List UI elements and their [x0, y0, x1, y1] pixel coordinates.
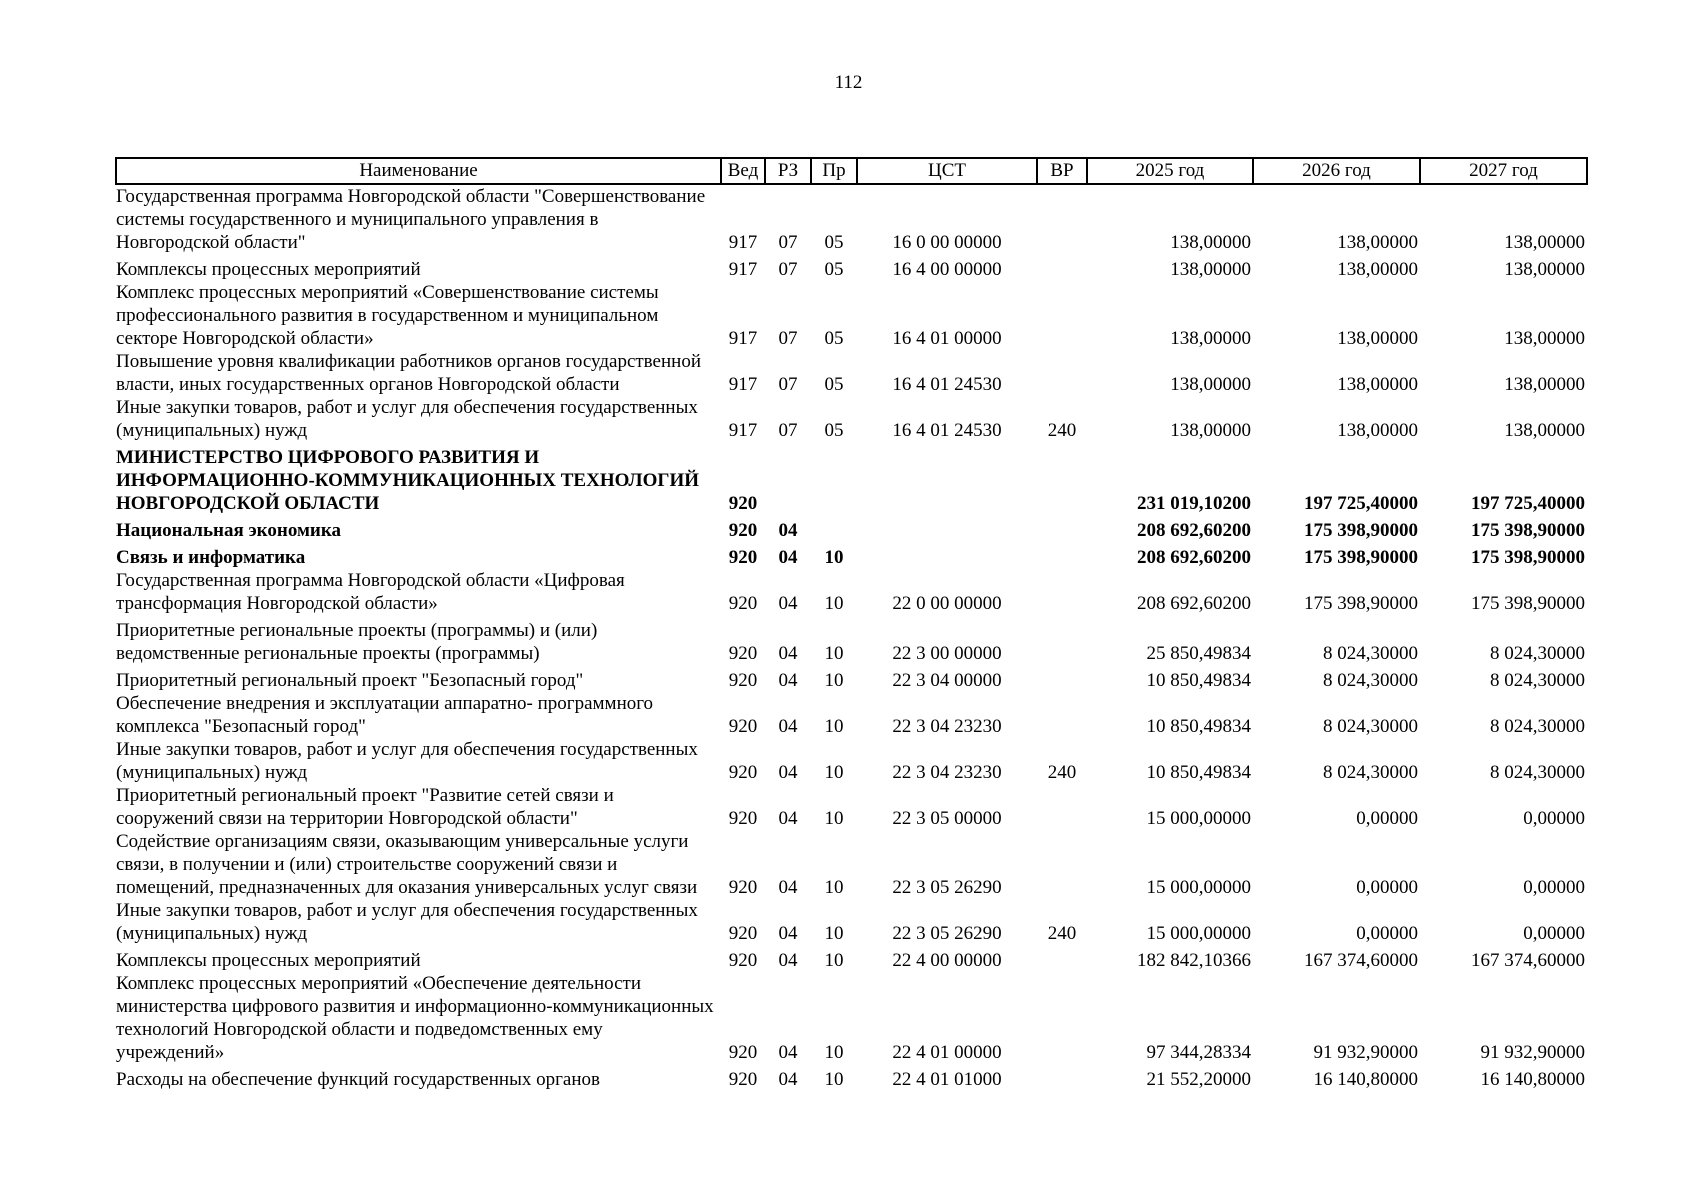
row-2026: 175 398,90000	[1304, 520, 1418, 541]
table-row	[116, 899, 1587, 949]
row-cst: 22 3 05 00000	[892, 808, 1002, 829]
row-rz: 04	[778, 1042, 798, 1063]
row-name: Комплекс процессных мероприятий «Обеспечение деятельности министерства цифрового развития и информационно-коммуникационных технологий Новгородской области и подведомственных ему учреждений»	[116, 973, 714, 1063]
row-name: Комплексы процессных мероприятий	[116, 950, 421, 971]
row-2027: 138,00000	[1504, 420, 1585, 441]
table-row	[116, 830, 1587, 899]
row-2027: 138,00000	[1504, 232, 1585, 253]
row-rz: 04	[778, 1069, 798, 1090]
table-row	[116, 350, 1587, 396]
row-vr: 240	[1047, 762, 1077, 783]
row-2026: 138,00000	[1337, 259, 1418, 280]
row-2026: 138,00000	[1337, 374, 1418, 395]
row-name: Приоритетные региональные проекты (программы) и (или) ведомственные региональные проекты (программы)	[116, 620, 598, 664]
row-rz: 04	[778, 923, 798, 944]
row-rz: 04	[778, 762, 798, 783]
row-2025: 138,00000	[1170, 328, 1251, 349]
row-2027: 0,00000	[1523, 877, 1585, 898]
row-ved: 917	[728, 259, 758, 280]
row-2027: 0,00000	[1523, 923, 1585, 944]
row-2026: 167 374,60000	[1304, 950, 1418, 971]
row-name: Обеспечение внедрения и эксплуатации аппаратно- программного комплекса "Безопасный город"	[116, 693, 654, 737]
header-ved: Вед	[721, 158, 765, 184]
row-cst: 22 3 05 26290	[892, 877, 1002, 898]
row-name: Приоритетный региональный проект "Развитие сетей связи и сооружений связи на территории Новгородской области"	[116, 785, 614, 829]
row-ved: 920	[728, 593, 758, 614]
row-ved: 920	[728, 877, 758, 898]
row-cst: 16 4 00 00000	[892, 259, 1002, 280]
row-2027: 138,00000	[1504, 374, 1585, 395]
row-vr	[1037, 1068, 1087, 1091]
row-ved: 917	[728, 420, 758, 441]
table-row	[116, 396, 1587, 446]
row-cst: 16 4 01 24530	[892, 420, 1002, 441]
row-2027: 138,00000	[1504, 328, 1585, 349]
row-vr	[1037, 546, 1087, 569]
row-name: Содействие организациям связи, оказывающим универсальные услуги связи, в получении и (или) строительстве сооружений связи и помещений, предназначенных для оказания универсальных услуг связи	[116, 831, 698, 898]
row-2025: 10 850,49834	[1146, 670, 1251, 691]
row-2026: 138,00000	[1337, 232, 1418, 253]
row-cst	[857, 546, 1037, 569]
table-row	[116, 949, 1587, 972]
row-name: Комплексы процессных мероприятий	[116, 259, 421, 280]
row-2027: 175 398,90000	[1471, 520, 1585, 541]
header-2027: 2027 год	[1420, 158, 1587, 184]
header-2025: 2025 год	[1087, 158, 1253, 184]
row-2027: 8 024,30000	[1490, 716, 1585, 737]
row-ved: 920	[728, 643, 758, 664]
row-2026: 197 725,40000	[1304, 493, 1418, 514]
table-row	[116, 569, 1587, 619]
row-2025: 208 692,60200	[1137, 520, 1251, 541]
row-pr	[811, 519, 857, 546]
row-2026: 8 024,30000	[1323, 643, 1418, 664]
row-rz: 07	[778, 374, 798, 395]
row-cst: 22 4 00 00000	[892, 950, 1002, 971]
row-2027: 8 024,30000	[1490, 670, 1585, 691]
row-ved: 917	[728, 328, 758, 349]
table-header-row	[116, 158, 1587, 184]
row-vr: 240	[1047, 420, 1077, 441]
row-ved: 917	[728, 374, 758, 395]
row-pr: 10	[824, 547, 844, 568]
row-rz: 04	[778, 643, 798, 664]
row-vr	[1037, 949, 1087, 972]
row-pr: 05	[824, 328, 844, 349]
row-2025: 231 019,10200	[1137, 493, 1251, 514]
row-name: Расходы на обеспечение функций государственных органов	[116, 1069, 600, 1090]
row-ved: 920	[728, 923, 758, 944]
row-cst: 22 3 00 00000	[892, 643, 1002, 664]
row-pr: 10	[824, 923, 844, 944]
row-rz: 07	[778, 259, 798, 280]
table-row	[116, 546, 1587, 569]
table-row	[116, 446, 1587, 519]
row-ved: 920	[728, 808, 758, 829]
row-2026: 175 398,90000	[1304, 593, 1418, 614]
row-2025: 25 850,49834	[1146, 643, 1251, 664]
row-rz: 04	[778, 808, 798, 829]
row-2025: 208 692,60200	[1137, 547, 1251, 568]
row-2026: 138,00000	[1337, 328, 1418, 349]
header-vr: ВР	[1037, 158, 1087, 184]
row-pr: 10	[824, 1069, 844, 1090]
table-row	[116, 692, 1587, 738]
row-2027: 16 140,80000	[1480, 1069, 1585, 1090]
row-2025: 15 000,00000	[1146, 877, 1251, 898]
row-2026: 0,00000	[1356, 808, 1418, 829]
row-2027: 8 024,30000	[1490, 643, 1585, 664]
row-name: Иные закупки товаров, работ и услуг для обеспечения государственных (муниципальных) нужд	[116, 397, 698, 441]
row-ved: 920	[728, 520, 758, 541]
row-2025: 182 842,10366	[1137, 950, 1251, 971]
row-pr: 05	[824, 232, 844, 253]
row-name: Национальная экономика	[116, 520, 342, 541]
row-2027: 91 932,90000	[1480, 1042, 1585, 1063]
table-row	[116, 738, 1587, 784]
row-pr: 05	[824, 374, 844, 395]
row-vr	[1037, 184, 1087, 258]
row-2025: 138,00000	[1170, 374, 1251, 395]
header-cst: ЦСТ	[857, 158, 1037, 184]
table-row	[116, 619, 1587, 669]
row-2026: 16 140,80000	[1313, 1069, 1418, 1090]
row-name: МИНИСТЕРСТВО ЦИФРОВОГО РАЗВИТИЯ И ИНФОРМАЦИОННО-КОММУНИКАЦИОННЫХ ТЕХНОЛОГИЙ НОВГОРОДСКОЙ ОБЛАСТИ	[116, 447, 700, 514]
row-vr	[1037, 669, 1087, 692]
row-rz: 04	[778, 950, 798, 971]
row-cst	[857, 519, 1037, 546]
row-2027: 0,00000	[1523, 808, 1585, 829]
row-cst: 22 3 04 23230	[892, 762, 1002, 783]
row-2025: 10 850,49834	[1146, 716, 1251, 737]
row-cst: 22 4 01 00000	[892, 1042, 1002, 1063]
row-vr	[1037, 569, 1087, 619]
row-ved: 920	[728, 547, 758, 568]
header-2026: 2026 год	[1253, 158, 1420, 184]
row-pr: 10	[824, 950, 844, 971]
row-vr	[1037, 619, 1087, 669]
row-2026: 8 024,30000	[1323, 716, 1418, 737]
page-number: 112	[834, 72, 863, 93]
table-row	[116, 972, 1587, 1068]
row-rz	[765, 446, 811, 519]
row-name: Иные закупки товаров, работ и услуг для обеспечения государственных (муниципальных) нужд	[116, 739, 698, 783]
row-cst: 16 4 01 00000	[892, 328, 1002, 349]
table-row	[116, 784, 1587, 830]
row-pr: 10	[824, 716, 844, 737]
row-pr: 10	[824, 643, 844, 664]
row-2025: 10 850,49834	[1146, 762, 1251, 783]
row-pr: 10	[824, 670, 844, 691]
row-ved: 920	[728, 493, 758, 514]
table-row	[116, 669, 1587, 692]
row-ved: 920	[728, 716, 758, 737]
row-pr: 10	[824, 808, 844, 829]
row-name: Комплекс процессных мероприятий «Совершенствование системы профессионального развития в государственном и муниципальном секторе Новгородской области»	[116, 282, 659, 349]
row-vr: 240	[1047, 923, 1077, 944]
row-pr: 10	[824, 877, 844, 898]
row-pr: 10	[824, 593, 844, 614]
row-rz: 07	[778, 328, 798, 349]
row-name: Повышение уровня квалификации работников органов государственной власти, иных государственных органов Новгородской области	[116, 351, 701, 395]
row-vr	[1037, 692, 1087, 738]
row-cst: 16 0 00 00000	[892, 232, 1002, 253]
row-cst	[857, 446, 1037, 519]
row-ved: 920	[728, 762, 758, 783]
header-rz: РЗ	[765, 158, 811, 184]
row-2027: 167 374,60000	[1471, 950, 1585, 971]
row-vr	[1037, 446, 1087, 519]
row-rz: 04	[778, 547, 798, 568]
row-rz: 04	[778, 716, 798, 737]
row-2027: 197 725,40000	[1471, 493, 1585, 514]
row-ved: 920	[728, 670, 758, 691]
row-rz: 04	[778, 520, 798, 541]
row-vr	[1037, 350, 1087, 396]
row-2026: 175 398,90000	[1304, 547, 1418, 568]
row-2027: 175 398,90000	[1471, 593, 1585, 614]
table-row	[116, 1068, 1587, 1091]
row-ved: 920	[728, 950, 758, 971]
row-vr	[1037, 784, 1087, 830]
row-rz: 07	[778, 420, 798, 441]
row-2025: 138,00000	[1170, 232, 1251, 253]
row-name: Государственная программа Новгородской области «Цифровая трансформация Новгородской области»	[116, 570, 625, 614]
row-2027: 138,00000	[1504, 259, 1585, 280]
row-cst: 22 4 01 01000	[892, 1069, 1002, 1090]
table-row	[116, 258, 1587, 281]
row-vr	[1037, 258, 1087, 281]
row-2025: 138,00000	[1170, 259, 1251, 280]
row-2027: 175 398,90000	[1471, 547, 1585, 568]
row-ved: 917	[728, 232, 758, 253]
row-name: Государственная программа Новгородской области "Совершенствование системы государственного и муниципального управления в Новгородской области"	[116, 186, 706, 253]
row-2025: 138,00000	[1170, 420, 1251, 441]
row-2026: 0,00000	[1356, 923, 1418, 944]
row-2025: 21 552,20000	[1146, 1069, 1251, 1090]
row-vr	[1037, 830, 1087, 899]
header-name: Наименование	[116, 158, 721, 184]
row-rz: 04	[778, 877, 798, 898]
budget-table	[115, 157, 1588, 1091]
row-cst: 22 3 04 00000	[892, 670, 1002, 691]
row-vr	[1037, 972, 1087, 1068]
row-name: Связь и информатика	[116, 547, 306, 568]
row-pr: 10	[824, 762, 844, 783]
row-cst: 16 4 01 24530	[892, 374, 1002, 395]
row-2026: 0,00000	[1356, 877, 1418, 898]
row-ved: 920	[728, 1069, 758, 1090]
row-2025: 15 000,00000	[1146, 808, 1251, 829]
row-pr: 05	[824, 259, 844, 280]
row-cst: 22 0 00 00000	[892, 593, 1002, 614]
row-pr	[811, 446, 857, 519]
table-row	[116, 281, 1587, 350]
row-ved: 920	[728, 1042, 758, 1063]
header-pr: Пр	[811, 158, 857, 184]
table-row	[116, 519, 1587, 546]
row-2025: 15 000,00000	[1146, 923, 1251, 944]
row-rz: 04	[778, 593, 798, 614]
row-name: Иные закупки товаров, работ и услуг для обеспечения государственных (муниципальных) нужд	[116, 900, 698, 944]
row-pr: 05	[824, 420, 844, 441]
row-vr	[1037, 519, 1087, 546]
row-rz: 07	[778, 232, 798, 253]
row-name: Приоритетный региональный проект "Безопасный город"	[116, 670, 584, 691]
row-pr: 10	[824, 1042, 844, 1063]
row-2026: 8 024,30000	[1323, 670, 1418, 691]
row-2026: 138,00000	[1337, 420, 1418, 441]
row-cst: 22 3 05 26290	[892, 923, 1002, 944]
row-cst: 22 3 04 23230	[892, 716, 1002, 737]
row-2025: 97 344,28334	[1146, 1042, 1251, 1063]
row-2026: 8 024,30000	[1323, 762, 1418, 783]
row-rz: 04	[778, 670, 798, 691]
table-row	[116, 184, 1587, 258]
row-2027: 8 024,30000	[1490, 762, 1585, 783]
row-vr	[1037, 281, 1087, 350]
row-2026: 91 932,90000	[1313, 1042, 1418, 1063]
row-2025: 208 692,60200	[1137, 593, 1251, 614]
